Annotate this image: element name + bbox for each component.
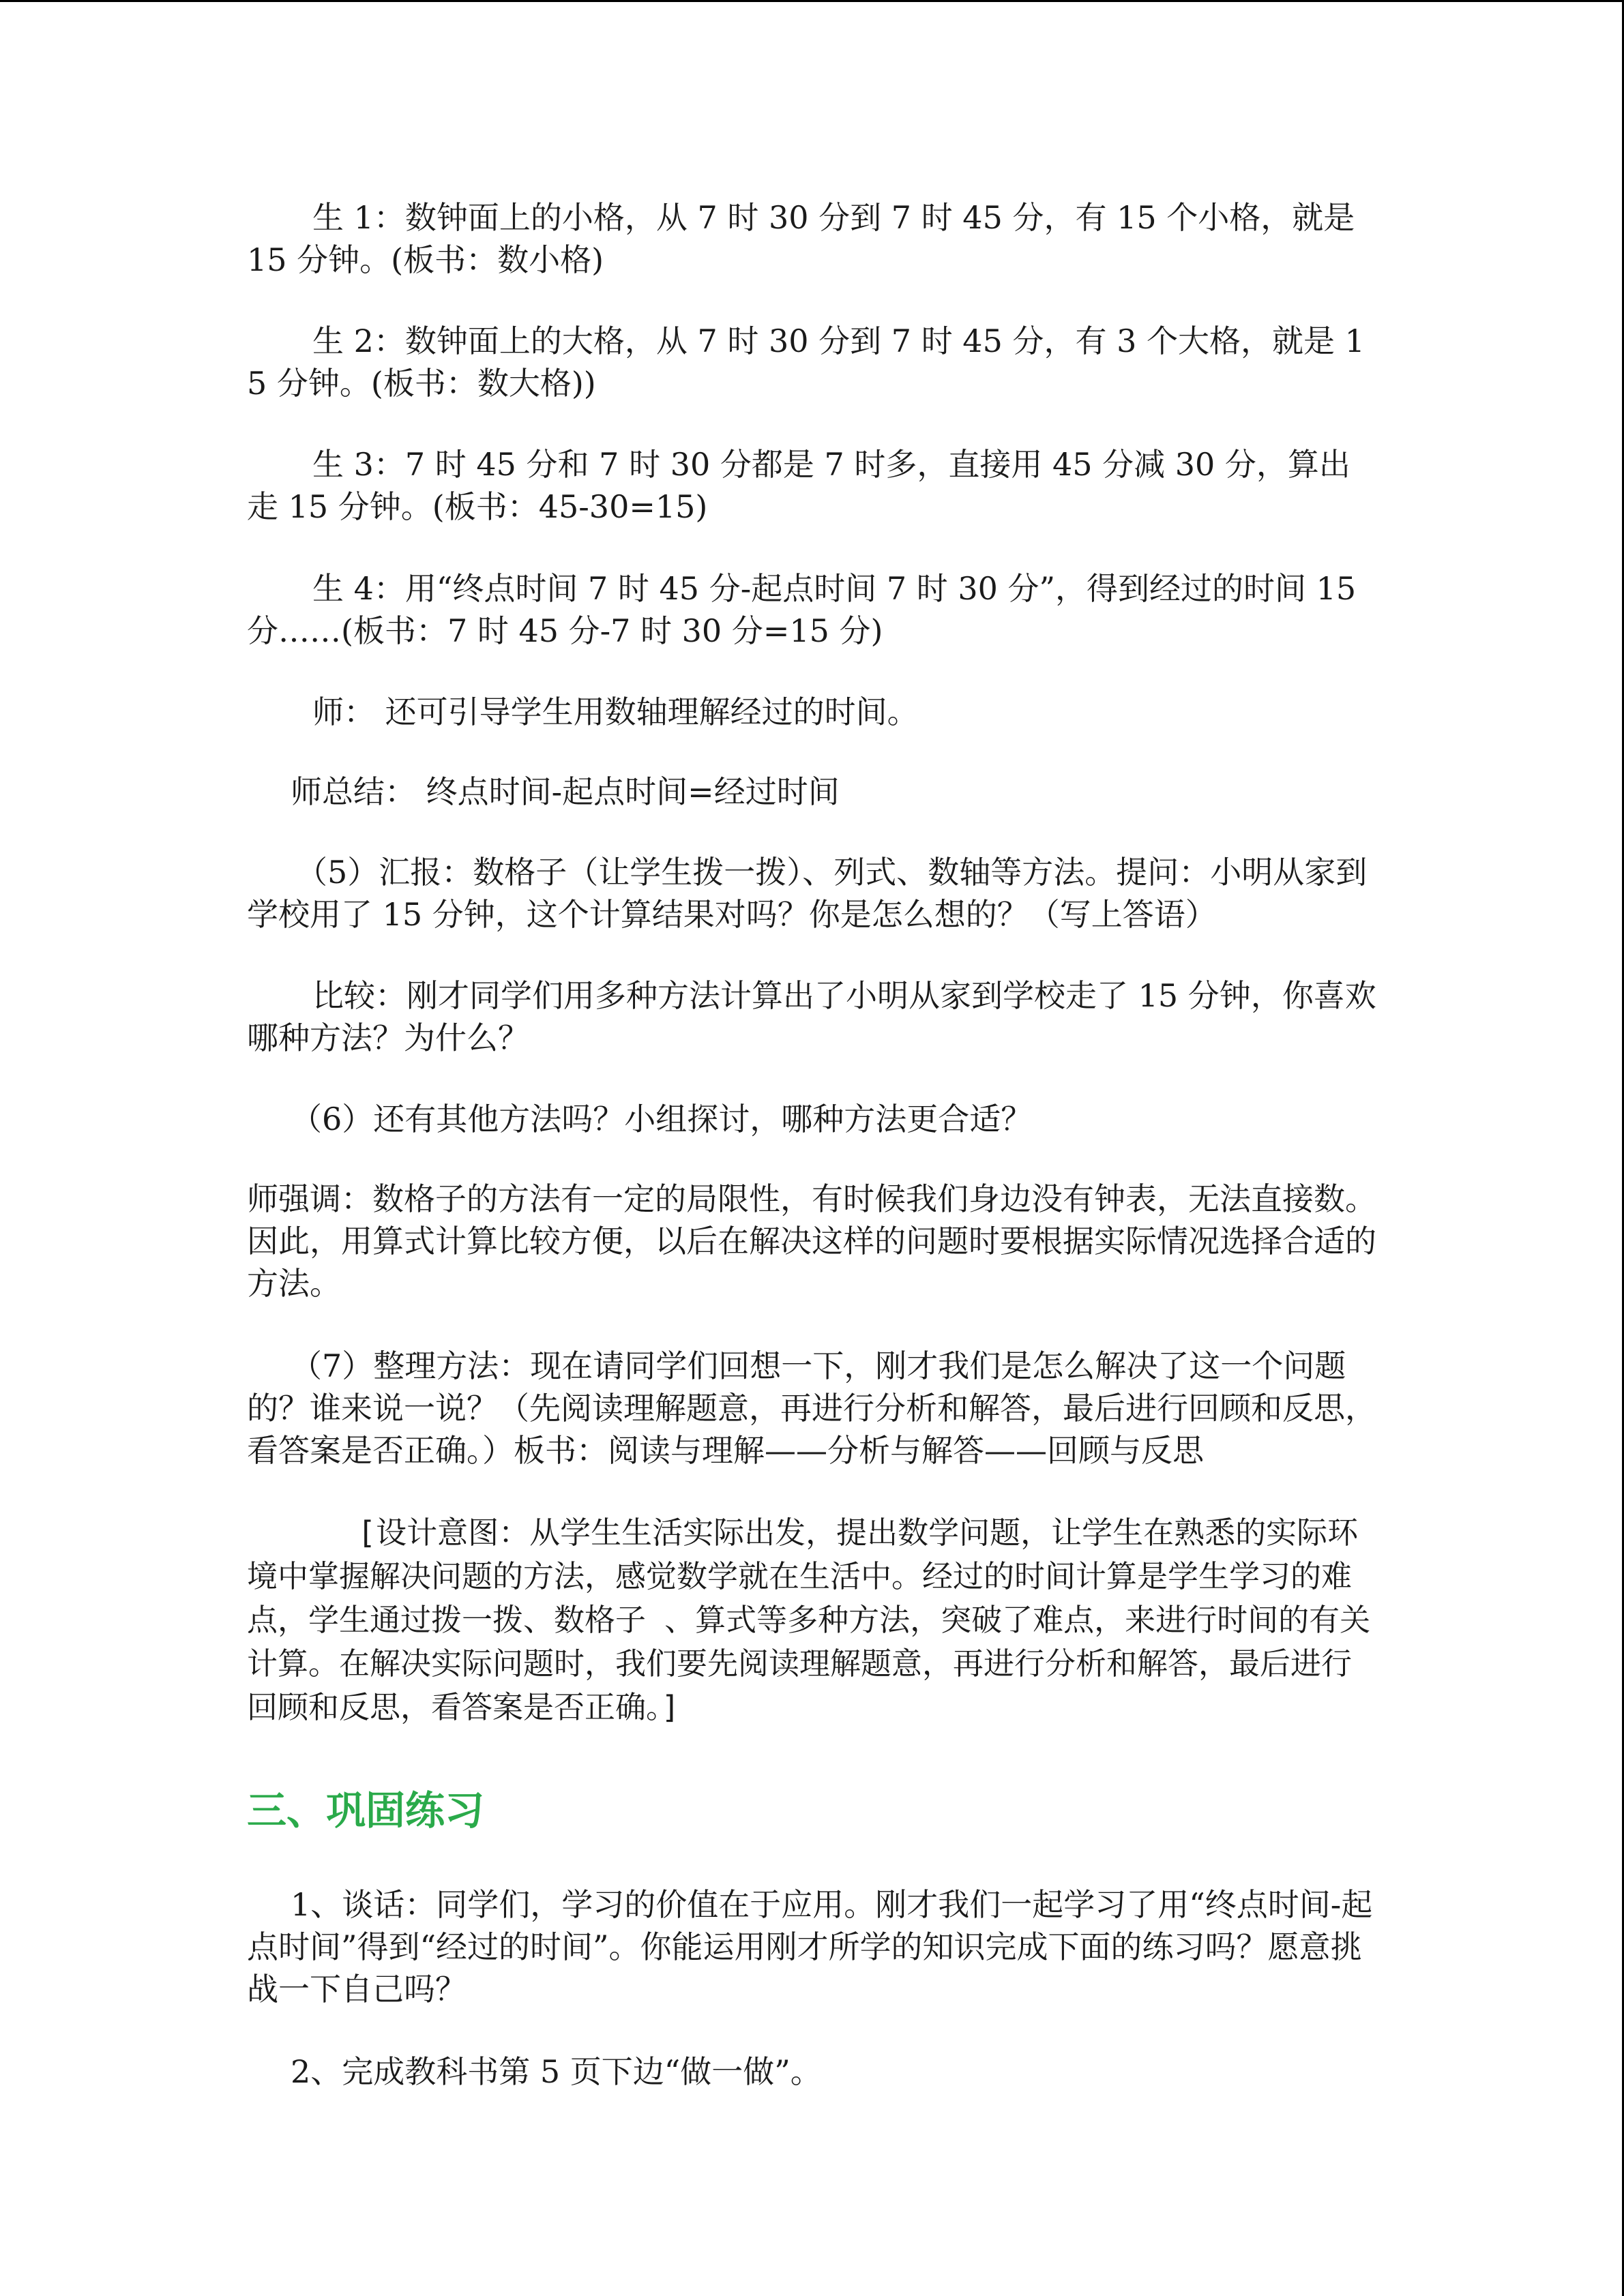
paragraph-compare: 比较：刚才同学们用多种方法计算出了小明从家到学校走了 15 分钟，你喜欢哪种方法？为什么？ [247,977,1376,1056]
section-heading: 三、巩固练习 [247,1787,485,1834]
paragraph-student-3: 生 3：7 时 45 分和 7 时 30 分都是 7 时多，直接用 45 分减 30 分，算出走 15 分钟。(板书：45-30=15) [247,446,1350,525]
paragraph-student-2: 生 2：数钟面上的大格，从 7 时 30 分到 7 时 45 分，有 3 个大格，就是 15 分钟。(板书：数大格)) [247,323,1365,402]
paragraph-organize-method: （7）整理方法：现在请同学们回想一下，刚才我们是怎么解决了这一个问题的？谁来说一说？（先阅读理解题意，再进行分析和解答，最后进行回顾和反思，看答案是否正确。）板书：阅读与理解——分析与解答——回顾与反思 [247,1347,1376,1469]
paragraph-practice-1: 1、谈话：同学们，学习的价值在于应用。刚才我们一起学习了用“终点时间-起点时间”得到“经过的时间”。你能运用刚才所学的知识完成下面的练习吗？愿意挑战一下自己吗？ [247,1886,1373,2008]
paragraph-practice-2: 2、完成教科书第 5 页下边“做一做”。 [291,2053,822,2090]
paragraph-report: （5）汇报：数格子（让学生拨一拨）、列式、数轴等方法。提问：小明从家到学校用了 15 分钟，这个计算结果对吗？你是怎么想的？（写上答语） [247,854,1368,933]
paragraph-other-methods: （6）还有其他方法吗？小组探讨，哪种方法更合适？ [291,1101,1033,1137]
paragraph-teacher-hint: 师： 还可引导学生用数轴理解经过的时间。 [312,694,919,730]
paragraph-teacher-summary: 师总结： 终点时间-起点时间=经过时间 [291,773,840,810]
paragraph-teacher-emphasis: 师强调：数格子的方法有一定的局限性，有时候我们身边没有钟表，无法直接数。因此，用算式计算比较方便，以后在解决这样的问题时要根据实际情况选择合适的方法。 [247,1180,1376,1302]
paragraph-student-1: 生 1：数钟面上的小格，从 7 时 30 分到 7 时 45 分，有 15 个小格，就是 15 分钟。(板书：数小格) [247,199,1355,278]
paragraph-student-4: 生 4：用“终点时间 7 时 45 分-起点时间 7 时 30 分”，得到经过的时间 15 分……(板书：7 时 45 分-7 时 30 分=15 分) [247,570,1357,649]
paragraph-design-intent: [设计意图：从学生生活实际出发，提出数学问题，让学生在熟悉的实际环境中掌握解决问题的方法，感觉数学就在生活中。经过的时间计算是学生学习的难点，学生通过拨一拨、数格子 、算式等多种方法，突破了难点，来进行时间的有关计算。在解决实际问题时，我们要先阅读理解题意，再进行分析和解答，最后进行回顾和反思，看答案是否正确。] [247,1515,1371,1725]
